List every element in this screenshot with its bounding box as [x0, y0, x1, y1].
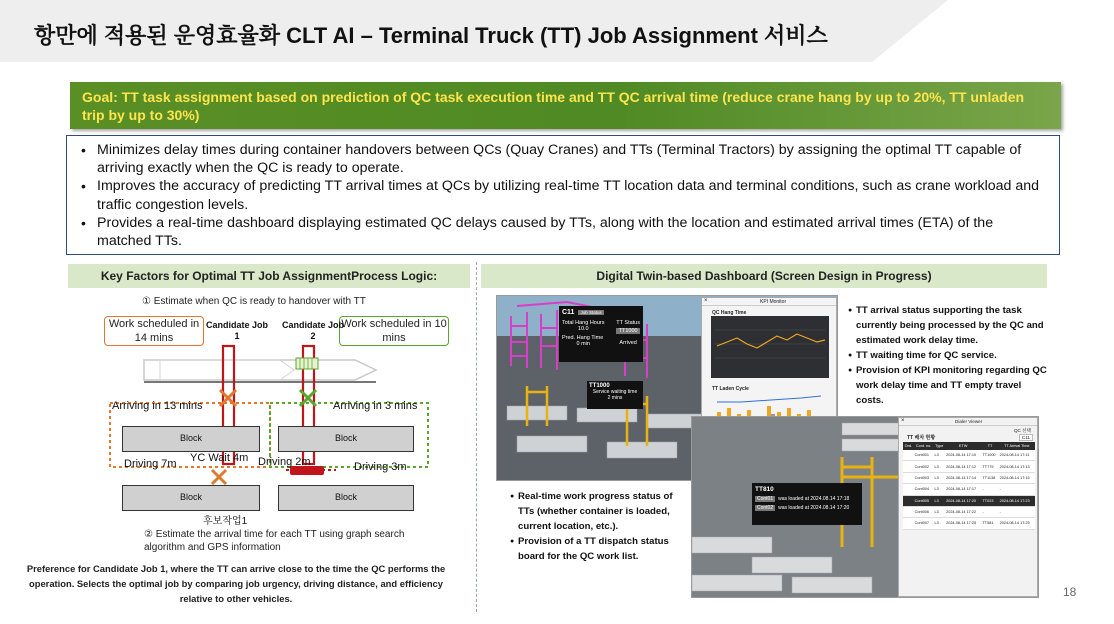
dispatch-table-title: TT 배차 현황 [907, 435, 936, 441]
dispatch-table [903, 442, 1035, 530]
table-cell: L3 [934, 453, 939, 458]
table-row[interactable] [903, 472, 1035, 483]
step-2-text: ② Estimate the arrival time for each TT using graph search algorithm and GPS information [144, 529, 405, 553]
table-cell: - [982, 510, 984, 515]
step-1-text: ① Estimate when QC is ready to handover with TT [142, 296, 366, 307]
kpi-section-laden: TT Laden Cycle [712, 386, 749, 392]
orange-x-icon-bottom [212, 470, 226, 484]
table-cell: 2024-08-14 17:11 [999, 453, 1030, 458]
col-cont: Cont. no. [915, 444, 932, 448]
candidate-job-1-label: Candidate Job 1 [206, 320, 269, 341]
table-cell: - [999, 510, 1001, 515]
table-cell: - [982, 487, 984, 492]
table-cell [903, 518, 914, 529]
benefit-item: • Provides a real-time dashboard displaying estimated QC delays caused by TTs, along with the location and estimated arrival times (ETA) of the matched TTs. [81, 214, 1049, 250]
table-cell: Cont007 [914, 521, 930, 526]
table-cell: 2024-08-14 17:23 [999, 498, 1030, 503]
table-cell: 2024-08-14 17:15 [999, 475, 1030, 480]
left-panel-heading: Key Factors for Optimal TT Job AssignmentProcess Logic: [68, 264, 470, 288]
dashboard-screenshot-2 [691, 416, 1039, 598]
page-number: 18 [1063, 585, 1077, 599]
table-cell [903, 472, 914, 483]
road-arrow [144, 360, 376, 380]
table-cell: 2024-08-14 17:17 [946, 487, 977, 492]
tt-card-label: Service waiting time [592, 389, 638, 395]
col-arrival: TT Arrival Time [1004, 444, 1030, 448]
tt-status-label: TT Status [616, 320, 640, 326]
benefits-box [66, 135, 1060, 255]
table-cell [903, 484, 914, 495]
table-cell: TT1000 [982, 453, 996, 458]
driving-2-label: Driving 2m [258, 456, 311, 468]
table-cell: TT581 [982, 521, 994, 526]
cont02-status: was loaded at 2024.08.14 17:20 [778, 505, 850, 511]
table-cell [903, 495, 914, 506]
table-cell: Cont005 [914, 498, 930, 503]
table-cell: L3 [934, 475, 939, 480]
callout-work-10: Work scheduled in 10 mins [339, 316, 449, 346]
table-cell: 2024-08-14 17:10 [946, 453, 977, 458]
benefit-item: • Improves the accuracy of predicting TT arrival times at QCs by utilizing real-time TT location data and terminal conditions, such as crane workload and traffic congestion levels. [81, 177, 1049, 213]
tt-status-button[interactable]: TT1000 [616, 328, 640, 334]
close-icon[interactable]: × [901, 418, 905, 424]
note-item: ● TT waiting time for QC service. [848, 348, 1048, 363]
table-cell: 2024-08-14 17:22 [946, 510, 977, 515]
col-type: Type [935, 444, 944, 448]
table-cell: L3 [934, 510, 939, 515]
qc-select-label: QC 선택 [1013, 428, 1031, 433]
table-cell: L3 [934, 464, 939, 469]
benefits-list [81, 141, 1049, 250]
candidate-kr-label: 후보작업1 [203, 516, 248, 527]
tt-dispatch-card [752, 483, 862, 525]
table-cell: L3 [934, 487, 939, 492]
tt-card-id: TT1000 [589, 383, 610, 389]
table-row[interactable] [903, 506, 1035, 517]
qc-card [559, 306, 643, 362]
benefit-item: • Minimizes delay times during container handovers between QCs (Quay Cranes) and TTs (Terminal Tractors) by assigning the optimal TT capable of arriving exactly when the QC is ready to operate. [81, 141, 1049, 177]
table-cell: 2024-08-14 17:13 [999, 464, 1030, 469]
qc-card-id: C11 [562, 309, 575, 316]
col-tt: TT [987, 444, 993, 448]
right-panel-heading: Digital Twin-based Dashboard (Screen Design in Progress) [481, 264, 1047, 288]
table-cell [903, 506, 914, 517]
table-cell: - [999, 487, 1001, 492]
table-cell: TT1138 [982, 475, 996, 480]
tt-status-value: Arrived [619, 340, 637, 346]
table-cell: 2024-08-14 17:25 [999, 521, 1030, 526]
table-cell: 2024-08-14 17:25 [946, 521, 977, 526]
cont01-status: was loaded at 2024.08.14 17:18 [778, 496, 850, 502]
notes-bottom [510, 489, 678, 564]
note-item: ● Provision of a TT dispatch status board for the QC work list. [510, 534, 678, 564]
notes-top [848, 303, 1048, 408]
total-hang-label: Total Hang Hours [562, 320, 605, 326]
job-status-button[interactable]: Job Status [580, 310, 602, 315]
table-cell: Cont003 [914, 475, 930, 480]
table-cell: L3 [934, 521, 939, 526]
tt-waiting-card [587, 381, 643, 409]
note-item: ● TT arrival status supporting the task currently being processed by the QC and estimated work delay time. [848, 303, 1048, 348]
block-top-left: Block [122, 426, 260, 452]
hang-time-chart [711, 316, 829, 378]
table-cell: Cont002 [914, 464, 930, 469]
table-cell: 2024-08-14 17:12 [946, 464, 977, 469]
tt-card-value: 2 mins [607, 395, 623, 401]
table-cell: TT779 [982, 464, 994, 469]
table-cell: Cont001 [914, 453, 930, 458]
qc-select-dropdown[interactable]: C11 [1019, 434, 1033, 441]
table-cell [903, 461, 914, 472]
container-icon [296, 358, 318, 369]
goal-banner [70, 82, 1061, 129]
panel-divider [476, 262, 477, 612]
pred-hang-label: Pred. Hang Time [562, 335, 604, 341]
pred-hang-value: 0 min [576, 341, 590, 347]
col-ord: Ord. [904, 444, 913, 448]
table-cell: 2024-08-14 17:14 [946, 475, 977, 480]
table-row[interactable] [903, 518, 1035, 529]
table-row[interactable] [903, 495, 1035, 506]
table-cell [903, 450, 914, 461]
arriving-3-label: Arriving in 3 mins [333, 400, 418, 412]
tt-dispatch-id: TT810 [755, 486, 774, 493]
total-hang-value: 10.0 [577, 326, 589, 332]
block-top-right: Block [278, 426, 414, 452]
close-icon[interactable]: × [704, 298, 708, 304]
table-row[interactable] [903, 461, 1035, 472]
block-bottom-left: Block [122, 485, 260, 511]
table-cell: TT023 [982, 498, 994, 503]
col-etw: ETW [959, 444, 968, 448]
preference-text: Preference for Candidate Job 1, where the TT can arrive close to the time the QC performs the operation. Selects the optimal job by comparing job urgency, driving distance, and efficiency relative to other vehicles. [26, 563, 446, 604]
arriving-13-label: Arriving in 13 mins [112, 400, 203, 412]
note-item: ● Real-time work progress status of TTs (whether container is loaded, current location, etc.). [510, 489, 678, 534]
note-item: ● Provision of KPI monitoring regarding QC work delay time and TT empty travel costs. [848, 363, 1048, 408]
yc-wait-label: YC Wait 4m [190, 452, 249, 464]
candidate-job-2-label: Candidate Job 2 [282, 320, 345, 341]
slide-header [0, 0, 1114, 62]
block-bottom-right: Block [278, 485, 414, 511]
table-cell: Cont004 [914, 487, 930, 492]
cont02-button[interactable]: Cont02 [757, 505, 774, 511]
kpi-section-hang: QC Hang Time [712, 310, 747, 316]
table-row[interactable] [903, 450, 1035, 461]
table-row[interactable] [903, 484, 1035, 495]
table-cell: 2024-08-14 17:20 [946, 498, 977, 503]
dispatch-board-window [898, 417, 1038, 597]
slide-title: 항만에 적용된 운영효율화 CLT AI – Terminal Truck (TT) Job Assignment 서비스 [34, 23, 828, 48]
driving-3-label: Driving 3m [354, 461, 407, 473]
kpi-window-title: KPI Monitor [760, 299, 787, 305]
cont01-button[interactable]: Cont01 [757, 496, 774, 502]
driving-7-label: Driving 7m [124, 458, 177, 470]
goal-text: Goal: TT task assignment based on prediction of QC task execution time and TT QC arrival time (reduce crane hang by up to 20%, TT unladen trip by up to 30%) [82, 89, 1025, 123]
table-cell: L3 [934, 498, 939, 503]
table-cell: Cont006 [914, 510, 930, 515]
dispatch-window-title: Dialer Viewer [955, 419, 983, 424]
callout-work-14: Work scheduled in 14 mins [104, 316, 204, 346]
